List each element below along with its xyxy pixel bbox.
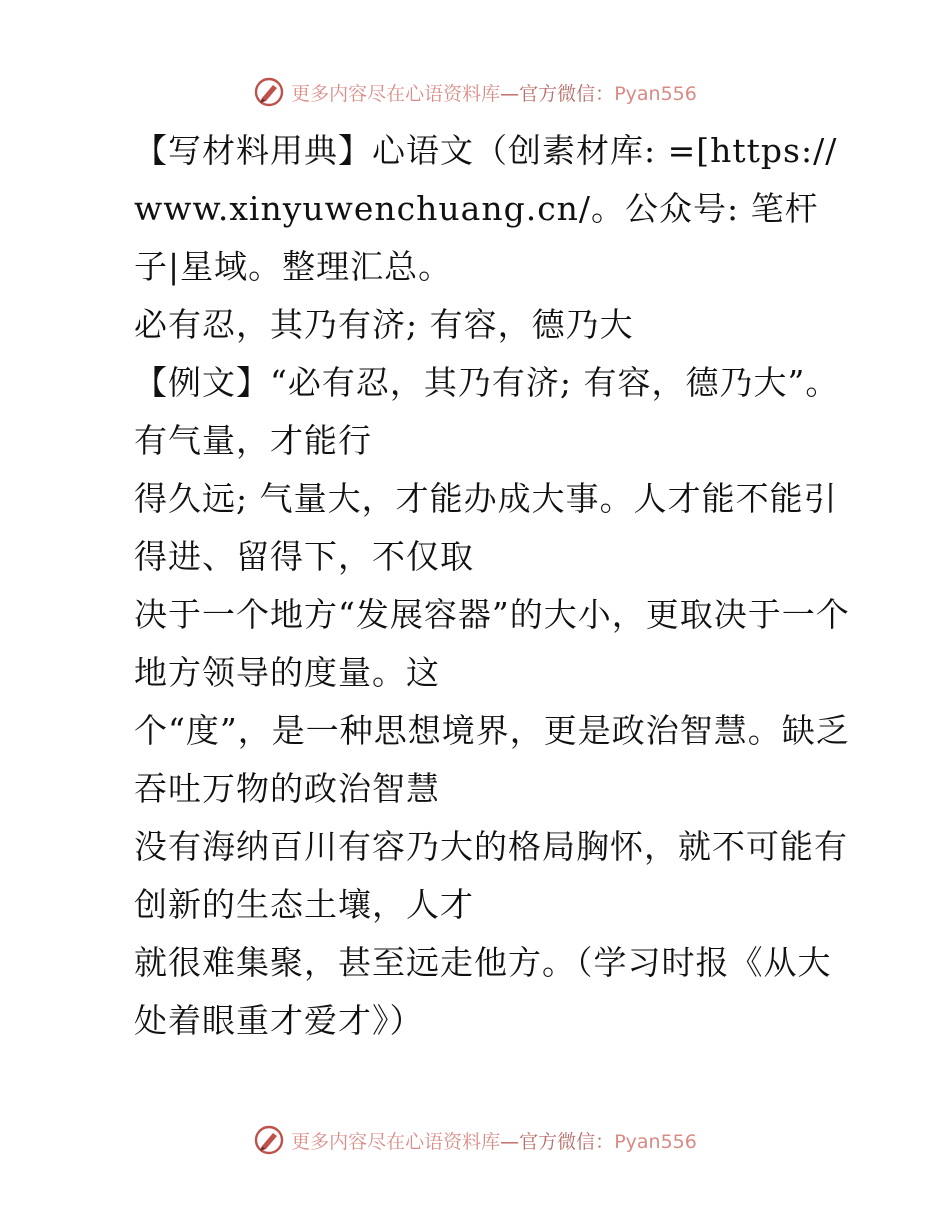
paragraph-quote-title: 必有忍，其乃有济; 有容，德乃大 — [134, 305, 634, 344]
paragraph-example-6: 就很难集聚，甚至远走他方。（学习时报《从大处着眼重才爱才》） — [134, 943, 832, 1040]
footer-watermark-banner — [0, 1120, 950, 1160]
banner-text: 更多内容尽在心语资料库—官方微信：Pyan556 — [291, 1130, 697, 1153]
document-body — [98, 122, 850, 1050]
pen-logo-icon — [253, 76, 285, 108]
paragraph-example-3: 决于一个地方“发展容器”的大小，更取决于一个地方领导的度量。这 — [134, 595, 850, 692]
paragraph-example-1: 【例文】“必有忍，其乃有济; 有容，德乃大”。有气量，才能行 — [134, 363, 840, 460]
banner-text: 更多内容尽在心语资料库—官方微信：Pyan556 — [291, 82, 697, 105]
paragraph-source-note: 【写材料用典】心语文（创素材库: =[https://www.xinyuwenchuang.cn/。公众号: 笔杆子|星域。整理汇总。 — [134, 131, 838, 286]
header-watermark-banner — [0, 72, 950, 112]
paragraph-example-2: 得久远; 气量大，才能办成大事。人才能不能引得进、留得下，不仅取 — [134, 479, 838, 576]
pen-logo-icon — [253, 1124, 285, 1156]
paragraph-example-4: 个“度”，是一种思想境界，更是政治智慧。缺乏吞吐万物的政治智慧 — [134, 711, 850, 808]
paragraph-example-5: 没有海纳百川有容乃大的格局胸怀，就不可能有创新的生态土壤，人才 — [134, 827, 848, 924]
